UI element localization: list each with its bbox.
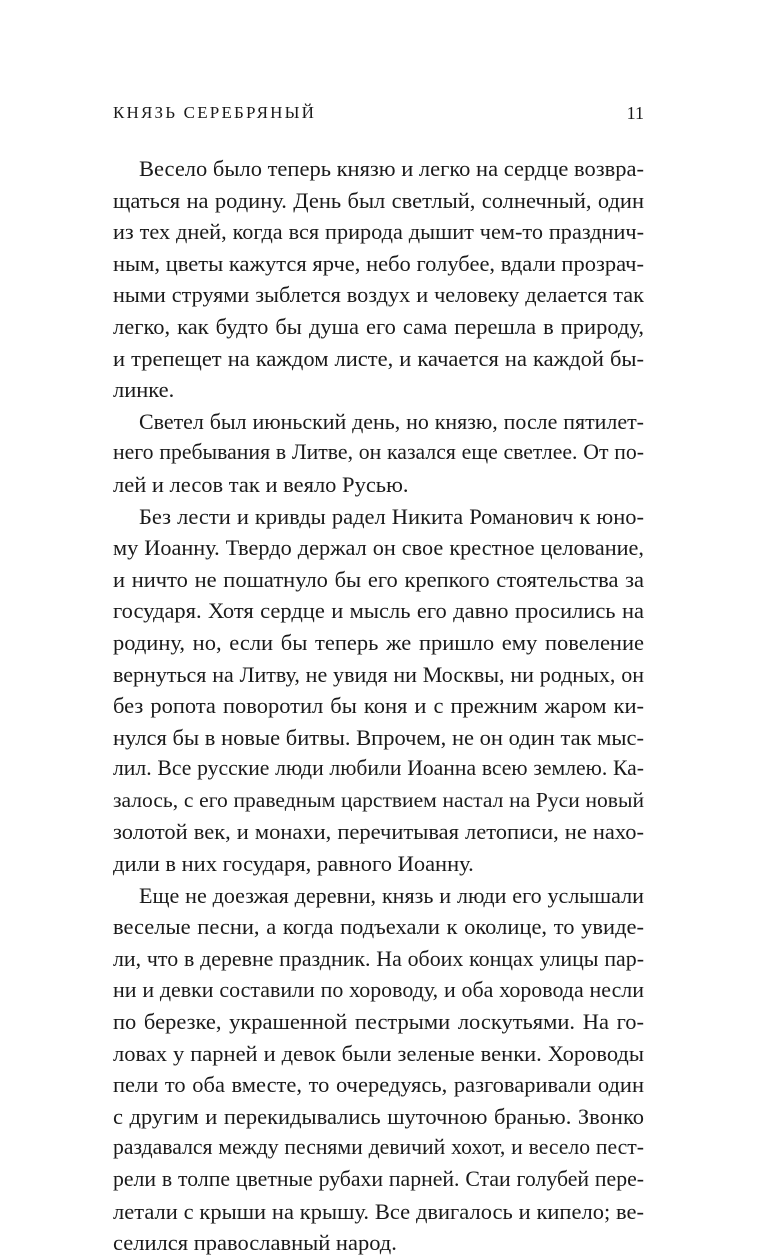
text-line: линке.	[113, 377, 175, 403]
text-line: залось, с его праведным царствием настал на Руси новый	[113, 787, 644, 812]
text-line: из тех дней, когда вся природа дышит чем-то празднич-	[113, 219, 644, 245]
text-line: щаться на родину. День был светлый, солнечный, один	[113, 187, 644, 213]
text-line: ловах у парней и девок были зеленые венки. Хороводы	[113, 1040, 644, 1066]
running-head	[113, 98, 644, 128]
text-line: Светел был июньский день, но князю, после пятилет-	[139, 408, 644, 434]
text-line: с другим и перекидывались шуточною бранью. Звонко	[113, 1103, 644, 1129]
page-number: 11	[626, 103, 644, 123]
text-line: Весело было теперь князю и легко на сердце возвра-	[139, 156, 644, 181]
text-line: пели то оба вместе, то очередуясь, разговаривали один	[113, 1072, 644, 1098]
text-line: без ропота поворотил бы коня и с прежним жаром ки-	[113, 693, 644, 719]
text-line: раздавался между песнями девичий хохот, и весело пест-	[113, 1135, 644, 1160]
running-title: КНЯЗЬ СЕРЕБРЯНЫЙ	[113, 103, 317, 122]
text-line: родину, но, если бы теперь же пришло ему повеление	[113, 629, 644, 655]
text-line: золотой век, и монахи, перечитывая летописи, не нахо-	[113, 819, 644, 845]
text-line: летали с крыши на крышу. Все двигалось и кипело; ве-	[113, 1198, 644, 1224]
text-line: лил. Все русские люди любили Иоанна всею землею. Ка-	[113, 756, 644, 781]
text-line: и трепещет на каждом листе, и качается на каждой бы-	[113, 345, 644, 371]
text-line: веселые песни, а когда подъехали к околице, то увиде-	[113, 914, 644, 940]
text-line: ным, цветы кажутся ярче, небо голубее, вдали прозрач-	[113, 250, 644, 276]
text-line: ли, что в деревне праздник. На обоих концах улицы пар-	[113, 945, 644, 971]
text-line: нулся бы в новые битвы. Впрочем, не он один так мыс-	[113, 724, 644, 750]
text-line: дили в них государя, равного Иоанну.	[113, 851, 474, 877]
text-line: и ничто не пошатнуло бы его крепкого стоятельства за	[113, 566, 644, 592]
text-line: государя. Хотя сердце и мысль его давно просились на	[113, 598, 644, 624]
text-line: вернуться на Литву, не увидя ни Москвы, ни родных, он	[113, 661, 644, 687]
text-line: лей и лесов так и веяло Русью.	[113, 471, 409, 497]
text-line: рели в толпе цветные рубахи парней. Стаи голубей пере-	[113, 1167, 644, 1191]
text-line: му Иоанну. Твердо держал он свое крестное целование,	[113, 535, 644, 561]
text-line: Без лести и кривды радел Никита Романович к юно-	[139, 503, 644, 529]
text-line: ными струями зыблется воздух и человеку делается так	[113, 282, 644, 308]
body-text	[113, 153, 644, 1259]
text-line: Еще не доезжая деревни, князь и люди его услышали	[139, 882, 644, 908]
text-line: ни и девки составили по хороводу, и оба хоровода несли	[113, 977, 644, 1003]
text-line: него пребывания в Литве, он казался еще светлее. От по-	[113, 440, 644, 465]
text-line: легко, как будто бы душа его сама перешла в природу,	[113, 313, 644, 339]
text-line: по березке, украшенной пестрыми лоскутьями. На го-	[113, 1009, 644, 1035]
text-line: селился православный народ.	[113, 1230, 397, 1256]
